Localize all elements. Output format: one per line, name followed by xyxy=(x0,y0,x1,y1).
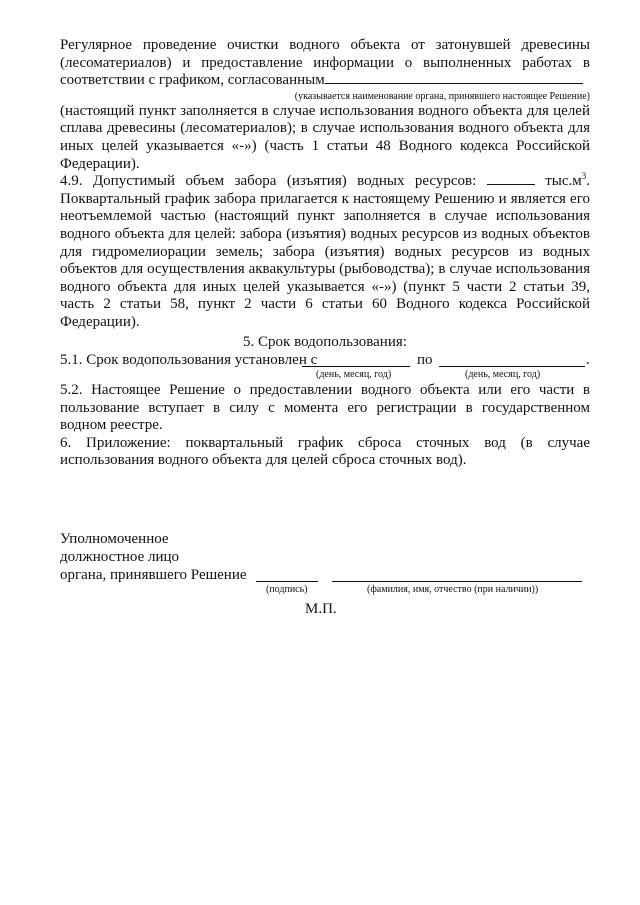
term-row xyxy=(60,351,590,369)
paragraph-5-2: 5.2. Настоящее Решение о предоставлении водного объекта или его части в пользование вступает в силу с момента его регистрации в государственном водном реестре. xyxy=(60,382,590,434)
term-to-hint: (день, месяц, год) xyxy=(465,369,541,381)
signatory-line-1: Уполномоченное xyxy=(60,531,169,548)
paragraph-4-9-body: Поквартальный график забора прилагается к настоящему Решению и является его неотъемлемой частью (настоящий пункт заполняется в случае использования водного объекта для целей: забора (изъятия) водных ресурсов из водных объектов для гидромелиорации земель; забора (изъятия) водных ресурсов из водных объектов для осуществления аквакультуры (рыбоводства); в случае использования водного объекта для иных целей указывается «-») (пункт 5 части 2 статьи 39, часть 2 статьи 58, пункт 2 части 6 статьи 60 Водного кодекса Российской Федерации). xyxy=(60,190,590,330)
paragraph-6: 6. Приложение: поквартальный график сброса сточных вод (в случае использования водного объекта для целей сброса сточных вод). xyxy=(60,434,590,469)
full-name-blank xyxy=(332,570,582,582)
paragraph-4-9-label: 4.9. Допустимый объем забора (изъятия) водных ресурсов: xyxy=(60,173,477,190)
term-from-hint: (день, месяц, год) xyxy=(316,369,392,381)
signature-hints xyxy=(60,584,590,598)
spacer xyxy=(60,470,590,530)
volume-unit: тыс.м xyxy=(545,173,582,190)
term-label: 5.1. Срок водопользования установлен с xyxy=(60,352,318,369)
term-to-blank xyxy=(439,355,585,367)
volume-unit-exponent: 3 xyxy=(581,171,587,182)
authority-name-blank xyxy=(325,72,583,84)
section-5-heading: 5. Срок водопользования: xyxy=(243,333,407,350)
signatory-line-3-row xyxy=(60,566,590,584)
term-hints xyxy=(60,369,590,382)
paragraph-wood-clearing xyxy=(60,37,590,90)
term-end-dot: . xyxy=(586,352,590,369)
paragraph-wood-clearing-text: Регулярное проведение очистки водного объекта от затонувшей древесины (лесоматериалов) и предоставление информации о выполненных работах в соответствии с графиком, согласованным xyxy=(60,37,590,89)
authority-name-hint: (указывается наименование органа, принявшего настоящее Решение) xyxy=(294,90,590,102)
full-name-hint: (фамилия, имя, отчество (при наличии)) xyxy=(367,584,539,596)
signatory-line-2: должностное лицо xyxy=(60,549,180,566)
signature-hint: (подпись) xyxy=(266,584,308,596)
signature-blank xyxy=(256,570,318,582)
signatory-line-3: органа, принявшего Решение xyxy=(60,567,247,584)
term-from-blank xyxy=(302,355,410,367)
paragraph-wood-clearing-note: (настоящий пункт заполняется в случае использования водного объекта для целей сплава древесины (лесоматериалов); в случае использования водного объекта для иных целей указывается «-») (часть 1 статьи 48 Водного кодекса Российской Федерации). xyxy=(60,102,590,172)
term-po-label: по xyxy=(417,352,433,369)
volume-blank xyxy=(487,173,535,185)
stamp-place-label: М.П. xyxy=(305,601,337,617)
paragraph-4-9-intro: 4.9. Допустимый объем забора (изъятия) водных ресурсов: $тыс.м^3$. xyxy=(60,171,591,190)
document-page xyxy=(60,37,591,617)
